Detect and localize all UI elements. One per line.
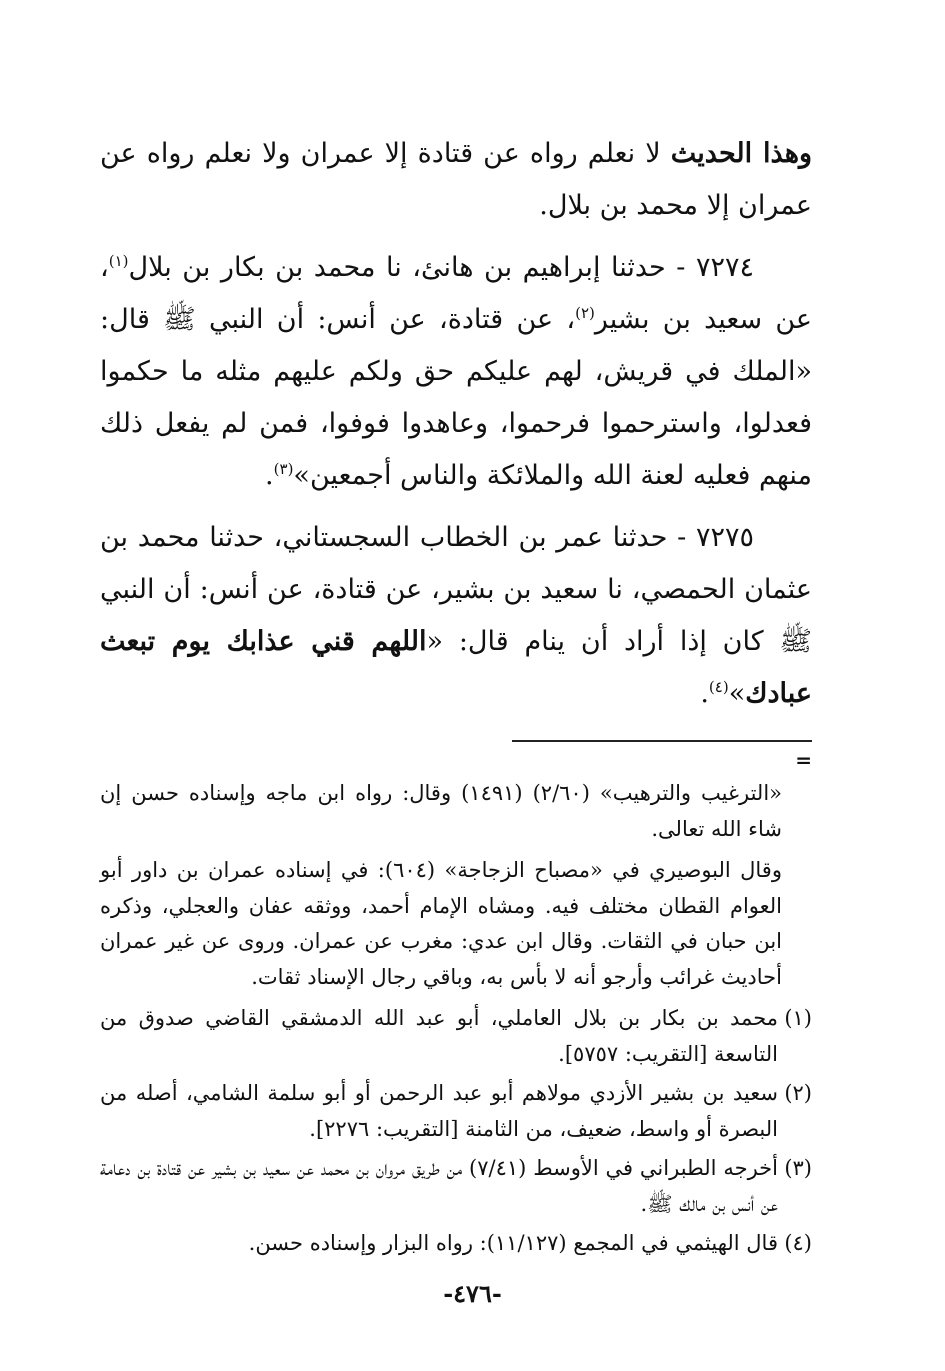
- footnote-ref-3: (٣): [273, 460, 294, 478]
- hadith-7275: [100, 512, 812, 720]
- paragraph-comment: [100, 128, 812, 232]
- hadith-7274-isnad-cont: ، عن سعيد بن بشير: [100, 252, 812, 335]
- footnote-2-number: (٢): [784, 1081, 812, 1105]
- page-number: -٤٧٦-: [443, 1279, 502, 1308]
- footnote-ref-1: (١): [108, 252, 129, 270]
- paragraph-comment-text: لا نعلم رواه عن قتادة إلا عمران ولا نعلم رواه عن عمران إلا محمد بن بلال.: [100, 138, 812, 221]
- separator-line: [512, 740, 812, 742]
- footnote-3-number: (٣): [784, 1156, 812, 1180]
- footnote-ref-2: (٢): [575, 304, 595, 322]
- lead-phrase: وهذا الحديث: [670, 138, 812, 169]
- footnote-2-text: سعيد بن بشير الأزدي مولاهم أبو عبد الرحمن أو أبو سلمة الشامي، أصله من البصرة أو واسط، ضعيف، من الثامنة [التقريب: ٢٢٧٦].: [100, 1081, 778, 1141]
- hadith-7275-dua: اللهم قني عذابك يوم تبعث عبادك: [100, 626, 812, 709]
- footnote-3-text: أخرجه الطبراني في الأوسط (٧/٤١) من طريق مروان بن محمد عن سعيد بن بشير عن قتادة بن دعامة عن أنس بن مالك ﷺ.: [100, 1156, 778, 1216]
- hadith-7275-end: .: [700, 678, 709, 709]
- continuation-mark: =: [795, 748, 812, 772]
- footnote-3: [100, 1151, 812, 1222]
- main-text: [100, 128, 812, 720]
- hadith-7274: [100, 242, 812, 502]
- footnote-4: [100, 1226, 812, 1262]
- footnotes: [100, 776, 812, 1262]
- page-body: [100, 128, 812, 1266]
- footnote-continuation-2: وقال البوصيري في «مصباح الزجاجة» (٦٠٤): في إسناده عمران بن داور أبو العوام القطان مختلف فيه. ومشاه الإمام أحمد، ووثقه عفان والعجلي، وذكره ابن حبان في الثقات. وقال ابن عدي: مغرب عن عمران. وروى عن غير عمران أحاديث غرائب وأرجو أنه لا بأس به، وباقي رجال الإسناد ثقات.: [100, 858, 782, 989]
- footnote-ref-4: (٤): [708, 678, 729, 696]
- hadith-7274-end: .: [265, 460, 274, 491]
- hadith-7274-matn: ، عن قتادة، عن أنس: أن النبي ﷺ قال: «الملك في قريش، لهم عليكم حق ولكم عليهم مثله ما حكموا فعدلوا، واسترحموا فرحموا، وعاهدوا فوفوا، فمن لم يفعل ذلك منهم فعليه لعنة الله والملائكة والناس أجمعين»: [100, 304, 812, 491]
- footnote-1-number: (١): [784, 1006, 812, 1030]
- hadith-7275-quote-close: »: [728, 678, 746, 709]
- footnote-4-text: قال الهيثمي في المجمع (١١/١٢٧): رواه البزار وإسناده حسن.: [248, 1231, 778, 1255]
- footnote-separator: [100, 730, 812, 776]
- footnote-2: [100, 1076, 812, 1147]
- hadith-7275-text: ٧٢٧٥ - حدثنا عمر بن الخطاب السجستاني، حدثنا محمد بن عثمان الحمصي، نا سعيد بن بشير، عن قتادة، عن أنس: أن النبي ﷺ كان إذا أراد أن ينام قال: «: [100, 522, 812, 657]
- footnote-1: [100, 1001, 812, 1072]
- hadith-7274-isnad: ٧٢٧٤ - حدثنا إبراهيم بن هانئ، نا محمد بن بكار بن بلال: [128, 252, 754, 283]
- footnote-4-number: (٤): [784, 1231, 812, 1255]
- footnote-continuation-1: «الترغيب والترهيب» (٢/٦٠) (١٤٩١) وقال: رواه ابن ماجه وإسناده حسن إن شاء الله تعالى.: [100, 781, 783, 841]
- footnote-1-text: محمد بن بكار بن بلال العاملي، أبو عبد الله الدمشقي القاضي صدوق من التاسعة [التقريب: ٥٧٥٧].: [100, 1006, 778, 1066]
